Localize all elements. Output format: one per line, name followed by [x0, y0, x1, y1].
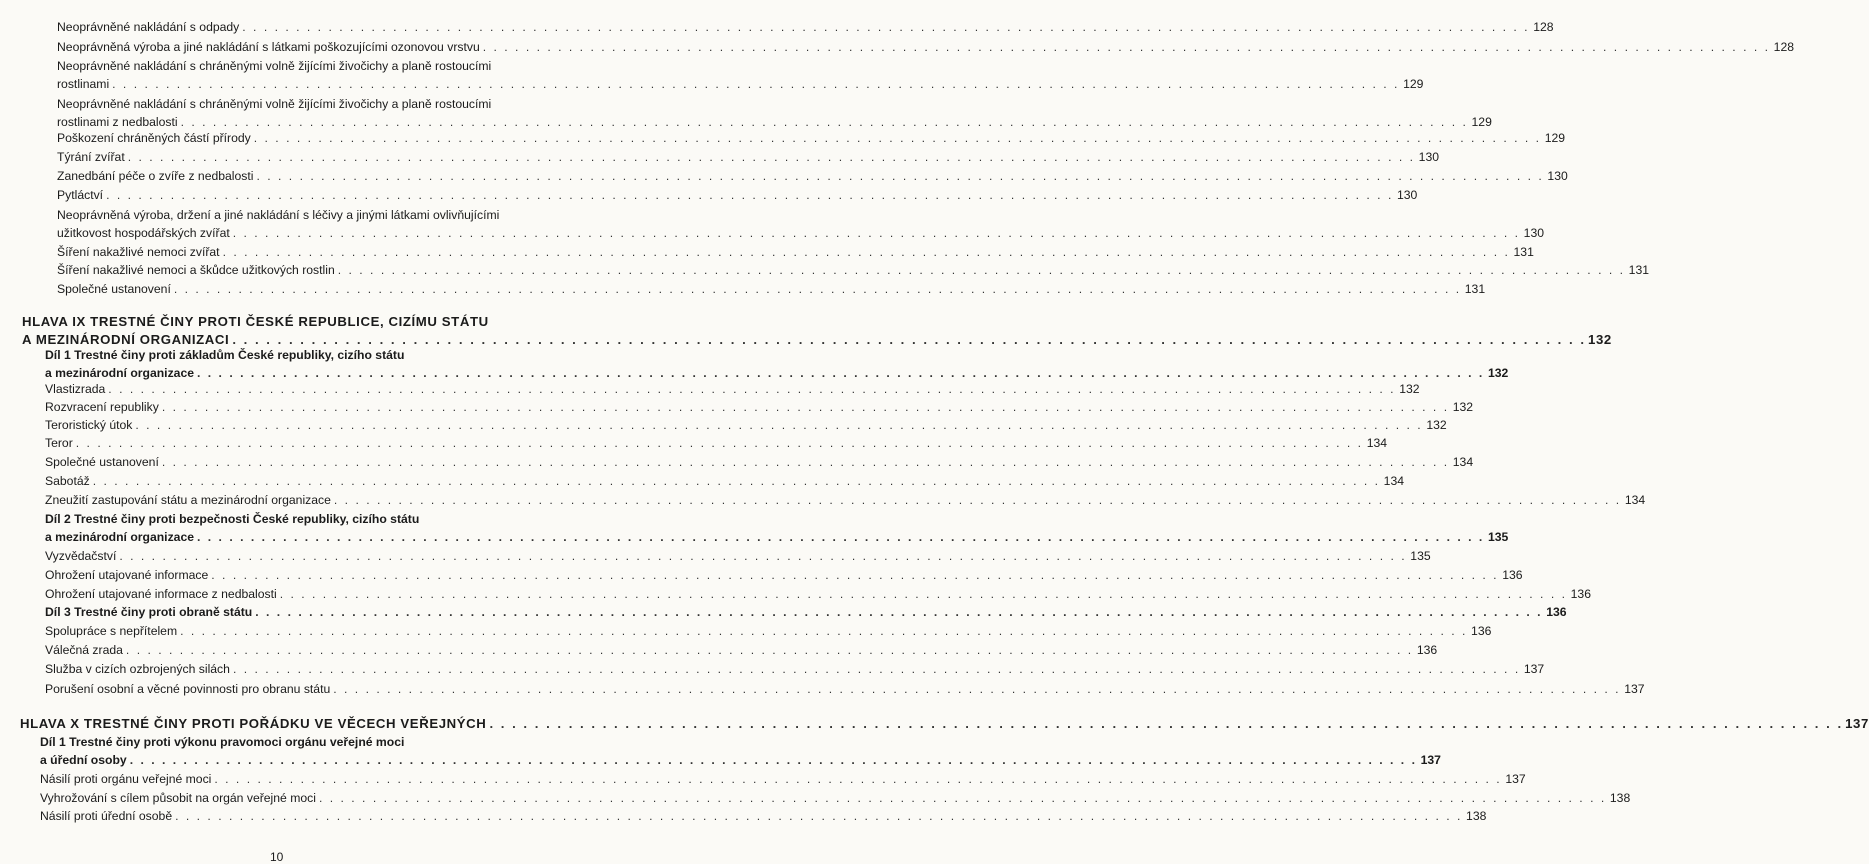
toc-page-number: 129 — [1471, 115, 1492, 129]
dot-leader: . . . . . . . . . . . . . . . . . . . . . . . . . . . . . . . . . . . . . . . . . . . . . . . . . . . . . . . . . . . . . . . . . . . . . . . . . . . . . . . . . . . . . . . . . . . . . . . . . . . . . . . . . . . . . . . . . . . . . . . . — [161, 455, 1450, 469]
dot-leader: . . . . . . . . . . . . . . . . . . . . . . . . . . . . . . . . . . . . . . . . . . . . . . . . . . . . . . . . . . . . . . . . . . . . . . . . . . . . . . . . . . . . . . . . . . . . . . . . . . . . . . . . . . . . . . . . . . . . . . . . — [135, 418, 1423, 432]
toc-page-number: 131 — [1513, 245, 1534, 259]
dot-leader: . . . . . . . . . . . . . . . . . . . . . . . . . . . . . . . . . . . . . . . . . . . . . . . . . . . . . . . . . . . . . . . . . . . . . . . . . . . . . . . . . . . . . . . . . . . . . . . . . . . . . . . . . . . . . . . . . . . . . . . . — [333, 493, 1622, 507]
dot-leader: . . . . . . . . . . . . . . . . . . . . . . . . . . . . . . . . . . . . . . . . . . . . . . . . . . . . . . . . . . . . . . . . . . . . . . . . . . . . . . . . . . . . . . . . . . . . . . . . . . . . . . . . . . . . . . . . . . . . . . . . — [175, 809, 1463, 823]
toc-entry — [45, 662, 1545, 680]
toc-entry-title: rostlinami z nedbalosti — [57, 115, 178, 129]
toc-entry-title: Šíření nakažlivé nemoci zvířat — [57, 245, 220, 259]
toc-entry-title: Vyzvědačství — [45, 549, 117, 563]
toc-entry — [40, 809, 1487, 827]
toc-entry-title: HLAVA IX TRESTNÉ ČINY PROTI ČESKÉ REPUBLICE, CIZÍMU STÁTU — [22, 314, 489, 329]
toc-entry-title: Díl 1 Trestné činy proti základům České republiky, cizího státu — [45, 348, 405, 362]
dot-leader: . . . . . . . . . . . . . . . . . . . . . . . . . . . . . . . . . . . . . . . . . . . . . . . . . . . . . . . . . . . . . . . . . . . . . . . . . . . . . . . . . . . . . . . . . . . . . . . . . . . . . . . . . . . . . . . . . . . . . . . . — [161, 400, 1450, 414]
toc-entry — [45, 568, 1523, 586]
toc-page-number: 137 — [1505, 772, 1526, 786]
dot-leader: . . . . . . . . . . . . . . . . . . . . . . . . . . . . . . . . . . . . . . . . . . . . . . . . . . . . . . . . . . . . . . . . . . . . . . . . . . . . . . . . . . . . . . . . . . . . . . . . . . . . . . . . . . . . . . . . . . . . . . . . — [318, 791, 1607, 805]
dot-leader: . . . . . . . . . . . . . . . . . . . . . . . . . . . . . . . . . . . . . . . . . . . . . . . . . . . . . . . . . . . . . . . . . . . . . . . . . . . . . . . . . . . . . . . . . . . . . . . . . . . . . . . . . . . . . . . . . . . . . . . . — [173, 282, 1462, 296]
toc-entry-title: Šíření nakažlivé nemoci a škůdce užitkových rostlin — [57, 263, 335, 277]
dot-leader: . . . . . . . . . . . . . . . . . . . . . . . . . . . . . . . . . . . . . . . . . . . . . . . . . . . . . . . . . . . . . . . . . . . . . . . . . . . . . . . . . . . . . . . . . . . . . . . . . . . . . . . . . . . . . . . . . . . . . . . . — [482, 40, 1771, 54]
toc-entry-title: Díl 2 Trestné činy proti bezpečnosti České republiky, cizího státu — [45, 512, 420, 526]
toc-entry-title: a mezinárodní organizace — [45, 366, 194, 380]
toc-page-number: 132 — [1452, 400, 1474, 414]
toc-entry-title: Zanedbání péče o zvíře z nedbalosti — [57, 169, 254, 183]
toc-entry-title: rostlinami — [57, 77, 110, 91]
toc-entry — [45, 493, 1646, 511]
dot-leader: . . . . . . . . . . . . . . . . . . . . . . . . . . . . . . . . . . . . . . . . . . . . . . . . . . . . . . . . . . . . . . . . . . . . . . . . . . . . . . . . . . . . . . . . . . . . . . . . . . . . . . . . . . . . . . . . . . . . . . . . — [127, 150, 1416, 164]
dot-leader: . . . . . . . . . . . . . . . . . . . . . . . . . . . . . . . . . . . . . . . . . . . . . . . . . . . . . . . . . . . . . . . . . . . . . . . . . . . . . . . . . . . . . . . . . . . . . . . . . . . . . . . . . . . . . . . . . . . . . . . . — [211, 568, 1499, 582]
toc-entry-title: a mezinárodní organizace — [45, 530, 194, 544]
toc-entry-title: Díl 1 Trestné činy proti výkonu pravomoci orgánu veřejné moci — [40, 735, 405, 749]
toc-page-number: 136 — [1546, 605, 1567, 619]
toc-entry — [57, 40, 1795, 58]
toc-entry-title: Neoprávněné nakládání s odpady — [57, 20, 240, 34]
toc-entry-title: A MEZINÁRODNÍ ORGANIZACI — [22, 332, 230, 347]
toc-entry — [45, 400, 1474, 418]
dot-leader: . . . . . . . . . . . . . . . . . . . . . . . . . . . . . . . . . . . . . . . . . . . . . . . . . . . . . . . . . . . . . . . . . . . . . . . . . . . . . . . . . . . . . . . . . . . . . . . . . . . . . . . . . . . . . . . . . . . . . . . . — [214, 772, 1502, 786]
toc-entry-title: Spolupráce s nepřítelem — [45, 624, 178, 638]
toc-entry-title: Ohrožení utajované informace — [45, 568, 209, 582]
toc-entry — [57, 263, 1650, 281]
toc-entry — [57, 97, 1492, 133]
dot-leader: . . . . . . . . . . . . . . . . . . . . . . . . . . . . . . . . . . . . . . . . . . . . . . . . . . . . . . . . . . . . . . . . . . . . . . . . . . . . . . . . . . . . . . . . . . . . . . . . . . . . . . . . . . . . . . . . . . . . . . . . — [232, 332, 1587, 347]
toc-entry — [45, 549, 1431, 567]
toc-page-number: 129 — [1403, 77, 1424, 91]
toc-entry-title: Ohrožení utajované informace z nedbalosti — [45, 587, 277, 601]
toc-page-number: 137 — [1420, 753, 1441, 767]
toc-page-number: 137 — [1523, 662, 1545, 676]
toc-entry-title: Pytláctví — [57, 188, 104, 202]
page-number: 10 — [270, 850, 284, 864]
toc-page-number: 138 — [1466, 809, 1487, 823]
toc-entry-title: Neoprávněná výroba, držení a jiné nakládání s léčivy a jinými látkami ovlivňujícími — [57, 208, 500, 222]
dot-leader: . . . . . . . . . . . . . . . . . . . . . . . . . . . . . . . . . . . . . . . . . . . . . . . . . . . . . . . . . . . . . . . . . . . . . . . . . . . . . . . . . . . . . . . . . . . . . . . . . . . . . . . . . . . . . . . . . . . . . . . . — [112, 77, 1400, 91]
dot-leader: . . . . . . . . . . . . . . . . . . . . . . . . . . . . . . . . . . . . . . . . . . . . . . . . . . . . . . . . . . . . . . . . . . . . . . . . . . . . . . . . . . . . . . . . . . . . . . . . . . . . . . . . . . . . . . . . . . . . . . . . — [108, 382, 1396, 396]
toc-entry-title: Násilí proti orgánu veřejné moci — [40, 772, 212, 786]
toc-entry — [40, 791, 1631, 809]
toc-page-number: 132 — [1426, 418, 1447, 432]
toc-entry — [45, 474, 1405, 492]
toc-entry — [57, 169, 1568, 187]
dot-leader: . . . . . . . . . . . . . . . . . . . . . . . . . . . . . . . . . . . . . . . . . . . . . . . . . . . . . . . . . . . . . . . . . . . . . . . . . . . . . . . . . . . . . . . . . . . . . . . . . . . . . . . . . . . . . . . . . . . . . . . . — [232, 226, 1521, 240]
toc-page-number: 138 — [1609, 791, 1631, 805]
toc-section-entry — [45, 605, 1567, 623]
dot-leader: . . . . . . . . . . . . . . . . . . . . . . . . . . . . . . . . . . . . . . . . . . . . . . . . . . . . . . . . . . . . . . . . . . . . . . . . . . . . . . . . . . . . . . . . . . . . . . . . . . . . . . . . . . . . . . . . . . . . . . . . — [279, 587, 1567, 601]
toc-page-number: 128 — [1773, 40, 1795, 54]
toc-entry-title: Rozvracení republiky — [45, 400, 159, 414]
toc-page-number: 130 — [1547, 169, 1568, 183]
toc-page-number: 131 — [1464, 282, 1486, 296]
toc-entry — [45, 436, 1388, 454]
toc-entry-title: Služba v cizích ozbrojených silách — [45, 662, 230, 676]
toc-entry — [45, 624, 1492, 642]
toc-page-number: 134 — [1366, 436, 1388, 450]
dot-leader: . . . . . . . . . . . . . . . . . . . . . . . . . . . . . . . . . . . . . . . . . . . . . . . . . . . . . . . . . . . . . . . . . . . . . . . . . . . . . . . . . . . . . . . . . . . . . . . . . . . . . . . . . . . . . . . . . . . . . . . . — [333, 682, 1621, 696]
toc-section-entry — [45, 512, 1509, 548]
dot-leader: . . . . . . . . . . . . . . . . . . . . . . . . . . . . . . . . . . . . . . . . . . . . . . . . . . . . . . . . . . . . . . . . . . . . . . . . . . . . . . . . . . . . . . . . . . . . . . . . . . . . . . . . . . . . . . . . . . . . . . . . — [253, 131, 1542, 145]
toc-entry-title: Zneužití zastupování státu a mezinárodní organizace — [45, 493, 331, 507]
toc-entry — [57, 282, 1486, 300]
toc-entry-title: Neoprávněné nakládání s chráněnými volně žijícími živočichy a planě rostoucími — [57, 59, 492, 73]
dot-leader: . . . . . . . . . . . . . . . . . . . . . . . . . . . . . . . . . . . . . . . . . . . . . . . . . . . . . . . . . . . . . . . . . . . . . . . . . . . . . . . . . . . . . . . . . . . . . . . . . . . . . . . . . . . . . . . . . . . . . . . . — [106, 188, 1394, 202]
toc-page-number: 136 — [1502, 568, 1523, 582]
toc-page-number: 136 — [1570, 587, 1591, 601]
toc-entry — [57, 20, 1554, 38]
toc-entry — [57, 208, 1545, 244]
toc-entry-title: Neoprávněné nakládání s chráněnými volně žijícími živočichy a planě rostoucími — [57, 97, 492, 111]
toc-entry-title: Společné ustanovení — [45, 455, 159, 469]
toc-entry-title: Týrání zvířat — [57, 150, 125, 164]
toc-page-number: 134 — [1383, 474, 1405, 488]
toc-page-number: 137 — [1845, 716, 1869, 731]
toc-entry — [57, 59, 1424, 95]
toc-entry-title: užitkovost hospodářských zvířat — [57, 226, 230, 240]
toc-section-entry — [45, 348, 1509, 384]
toc-page-number: 134 — [1624, 493, 1646, 507]
toc-page-number: 132 — [1399, 382, 1420, 396]
toc-entry — [57, 245, 1534, 263]
toc-entry-title: Teroristický útok — [45, 418, 133, 432]
toc-entry — [45, 382, 1420, 400]
toc-page-number: 128 — [1533, 20, 1554, 34]
toc-entry-title: Společné ustanovení — [57, 282, 171, 296]
toc-entry — [57, 188, 1418, 206]
toc-entry — [45, 682, 1645, 700]
toc-chapter-entry — [20, 716, 1869, 734]
toc-page-number: 130 — [1523, 226, 1545, 240]
dot-leader: . . . . . . . . . . . . . . . . . . . . . . . . . . . . . . . . . . . . . . . . . . . . . . . . . . . . . . . . . . . . . . . . . . . . . . . . . . . . . . . . . . . . . . . . . . . . . . . . . . . . . . . . . . . . . . . . . . . . . . . . — [119, 549, 1407, 563]
toc-entry-title: Díl 3 Trestné činy proti obraně státu — [45, 605, 253, 619]
toc-page-number: 132 — [1487, 366, 1509, 380]
toc-entry-title: Vyhrožování s cílem působit na orgán veřejné moci — [40, 791, 316, 805]
dot-leader: . . . . . . . . . . . . . . . . . . . . . . . . . . . . . . . . . . . . . . . . . . . . . . . . . . . . . . . . . . . . . . . . . . . . . . . . . . . . . . . . . . . . . . . . . . . . . . . . . . . . . . . . . . . . . . . . . . . . . . . . — [180, 624, 1468, 638]
dot-leader: . . . . . . . . . . . . . . . . . . . . . . . . . . . . . . . . . . . . . . . . . . . . . . . . . . . . . . . . . . . . . . . . . . . . . . . . . . . . . . . . . . . . . . . . . . . . . . . . . . . . . . . . . . . . . . . . . . . . . . . . — [256, 169, 1544, 183]
dot-leader: . . . . . . . . . . . . . . . . . . . . . . . . . . . . . . . . . . . . . . . . . . . . . . . . . . . . . . . . . . . . . . . . . . . . . . . . . . . . . . . . . . . . . . . . . . . . . . . . . . . . . . . . . . . . . . . . . . . . . . . . — [337, 263, 1626, 277]
dot-leader: . . . . . . . . . . . . . . . . . . . . . . . . . . . . . . . . . . . . . . . . . . . . . . . . . . . . . . . . . . . . . . . . . . . . . . . . . . . . . . . . . . . . . . . . . . . . . . . . . . . . . . . . . . . . . . . . . . . . . . . . — [242, 20, 1530, 34]
toc-entry-title: Neoprávněná výroba a jiné nakládání s látkami poškozujícími ozonovou vrstvu — [57, 40, 480, 54]
dot-leader: . . . . . . . . . . . . . . . . . . . . . . . . . . . . . . . . . . . . . . . . . . . . . . . . . . . . . . . . . . . . . . . . . . . . . . . . . . . . . . . . . . . . . . . . . . . . . . . . . . . . . . . . . . . . . . . . . . . . . . . . — [222, 245, 1510, 259]
toc-page-number: 130 — [1418, 150, 1440, 164]
dot-leader: . . . . . . . . . . . . . . . . . . . . . . . . . . . . . . . . . . . . . . . . . . . . . . . . . . . . . . . . . . . . . . . . . . . . . . . . . . . . . . . . . . . . . . . . . . . . . . . . . . . . . . . . . . . . . . . . . . . . . . . . — [255, 605, 1543, 619]
toc-page-number: 136 — [1471, 624, 1492, 638]
toc-entry-title: Teror — [45, 436, 73, 450]
toc-page-number: 136 — [1416, 643, 1438, 657]
toc-entry-title: Sabotáž — [45, 474, 90, 488]
toc-entry — [57, 150, 1440, 168]
dot-leader: . . . . . . . . . . . . . . . . . . . . . . . . . . . . . . . . . . . . . . . . . . . . . . . . . . . . . . . . . . . . . . . . . . . . . . . . . . . . . . . . . . . . . . . . . . . . . . . . . . . . . . . . . . . . . . . . . . . . . . . . — [129, 753, 1417, 767]
dot-leader: . . . . . . . . . . . . . . . . . . . . . . . . . . . . . . . . . . . . . . . . . . . . . . . . . . . . . . . . . . . . . . . . . . . . . . . . . . . . . . . . . . . . . . . . . . . . . . . . . . . . . . . . . . . . . . . . . . . . . . . . — [180, 115, 1468, 129]
dot-leader: . . . . . . . . . . . . . . . . . . . . . . . . . . . . . . . . . . . . . . . . . . . . . . . . . . . . . . . . . . . . . . . . . . . . . . . . . . . . . . . . . . . . . . . . . . . . . . . . . . . . . . . . . . . . . . . . . . . . . . . . — [197, 366, 1485, 380]
toc-page-number: 130 — [1397, 188, 1418, 202]
toc-entry-title: HLAVA X TRESTNÉ ČINY PROTI POŘÁDKU VE VĚCECH VEŘEJNÝCH — [20, 716, 487, 731]
toc-page-number: 129 — [1544, 131, 1566, 145]
dot-leader: . . . . . . . . . . . . . . . . . . . . . . . . . . . . . . . . . . . . . . . . . . . . . . . . . . . . . . . . . . . . . . . . . . . . . . . . . . . . . . . . . . . . . . . . . . . . . . . . . . . . . . . . . . . . . . . . . . . . . . . . — [197, 530, 1485, 544]
toc-entry-title: Poškození chráněných částí přírody — [57, 131, 251, 145]
toc-page-number: 134 — [1452, 455, 1474, 469]
toc-entry — [45, 587, 1591, 605]
toc-entry-title: Vlastizrada — [45, 382, 106, 396]
dot-leader: . . . . . . . . . . . . . . . . . . . . . . . . . . . . . . . . . . . . . . . . . . . . . . . . . . . . . . . . . . . . . . . . . . . . . . . . . . . . . . . . . . . . . . . . . . . . . . . . . . . . . . . . . . . . . . . . . . . . . . . . — [489, 716, 1844, 731]
dot-leader: . . . . . . . . . . . . . . . . . . . . . . . . . . . . . . . . . . . . . . . . . . . . . . . . . . . . . . . . . . . . . . . . . . . . . . . . . . . . . . . . . . . . . . . . . . . . . . . . . . . . . . . . . . . . . . . . . . . . . . . . — [92, 474, 1381, 488]
toc-chapter-entry — [22, 314, 1612, 350]
toc-entry-title: a úřední osoby — [40, 753, 127, 767]
toc-entry — [45, 418, 1447, 436]
toc-entry-title: Násilí proti úřední osobě — [40, 809, 173, 823]
toc-page-number: 137 — [1624, 682, 1645, 696]
toc-entry — [45, 455, 1474, 473]
toc-entry-title: Válečná zrada — [45, 643, 123, 657]
toc-page-number: 132 — [1588, 332, 1612, 347]
dot-leader: . . . . . . . . . . . . . . . . . . . . . . . . . . . . . . . . . . . . . . . . . . . . . . . . . . . . . . . . . . . . . . . . . . . . . . . . . . . . . . . . . . . . . . . . . . . . . . . . . . . . . . . . . . . . . . . . . . . . . . . . — [125, 643, 1414, 657]
toc-page-number: 135 — [1410, 549, 1431, 563]
dot-leader: . . . . . . . . . . . . . . . . . . . . . . . . . . . . . . . . . . . . . . . . . . . . . . . . . . . . . . . . . . . . . . . . . . . . . . . . . . . . . . . . . . . . . . . . . . . . . . . . . . . . . . . . . . . . . . . . . . . . . . . . — [232, 662, 1521, 676]
toc-entry — [57, 131, 1566, 149]
toc-page-number: 131 — [1628, 263, 1650, 277]
toc-entry — [45, 643, 1438, 661]
toc-entry — [40, 772, 1526, 790]
toc-entry-title: Porušení osobní a věcné povinnosti pro obranu státu — [45, 682, 331, 696]
toc-section-entry — [40, 735, 1441, 771]
dot-leader: . . . . . . . . . . . . . . . . . . . . . . . . . . . . . . . . . . . . . . . . . . . . . . . . . . . . . . . . . . . . . . . . . . . . . . . . . . . . . . . . . . . . . . . . . . . . . . . . . . . . . . . . . . . . . . . . . . . . . . . . — [75, 436, 1364, 450]
toc-page-number: 135 — [1487, 530, 1509, 544]
